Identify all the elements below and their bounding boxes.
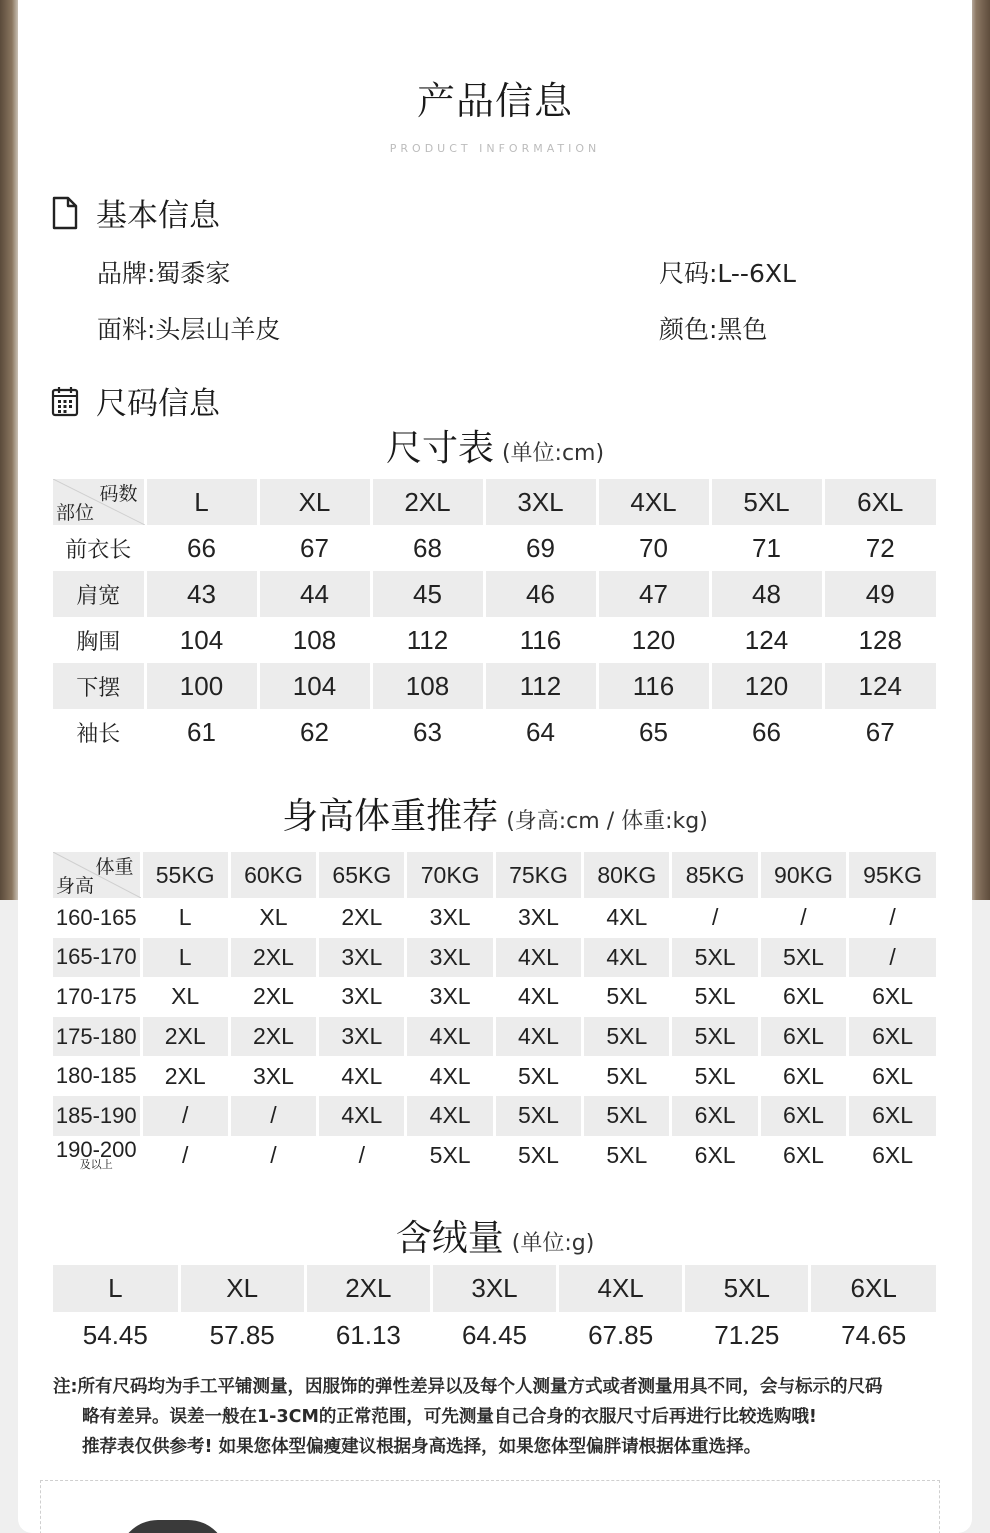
recommended-size-cell: 6XL bbox=[848, 1136, 936, 1176]
height-row-label bbox=[53, 1056, 141, 1096]
recommended-size-cell: 6XL bbox=[848, 1017, 936, 1057]
down-column-header: 5XL bbox=[684, 1265, 810, 1312]
recommended-size-cell: 5XL bbox=[671, 1017, 759, 1057]
recommended-size-cell: 2XL bbox=[229, 1017, 317, 1057]
weight-column-header: 85KG bbox=[671, 852, 759, 898]
recommended-size-cell: 5XL bbox=[759, 938, 847, 978]
corner-top-label: 码数 bbox=[99, 484, 138, 505]
recommended-size-cell: 3XL bbox=[318, 977, 406, 1017]
recommended-size-cell: 5XL bbox=[406, 1136, 494, 1176]
recommended-size-cell: 4XL bbox=[406, 1056, 494, 1096]
size-cell: 128 bbox=[823, 617, 936, 663]
down-fill-cell: 74.65 bbox=[810, 1312, 936, 1359]
note-line-1: 注:所有尺码均为手工平铺测量，因服饰的弹性差异以及每个人测量方式或者测量用具不同，会与标示的尺码 bbox=[53, 1377, 883, 1397]
recommend-table-row bbox=[53, 977, 936, 1017]
size-row-label: 胸围 bbox=[53, 617, 145, 663]
size-cell: 49 bbox=[823, 571, 936, 617]
size-cell: 66 bbox=[710, 709, 823, 755]
size-cell: 108 bbox=[371, 663, 484, 709]
recommended-size-cell: 4XL bbox=[583, 938, 671, 978]
down-column-header: 2XL bbox=[305, 1265, 431, 1312]
recommended-size-cell: 5XL bbox=[671, 977, 759, 1017]
recommend-table-unit: (身高:cm / 体重:kg) bbox=[506, 809, 708, 834]
size-cell: 71 bbox=[710, 525, 823, 571]
size-cell: 64 bbox=[484, 709, 597, 755]
size-cell: 72 bbox=[823, 525, 936, 571]
size-cell: 112 bbox=[371, 617, 484, 663]
size-table-title-text: 尺寸表 bbox=[385, 428, 494, 469]
recommended-size-cell: 2XL bbox=[229, 977, 317, 1017]
size-table-row bbox=[53, 709, 936, 755]
recommended-size-cell: 5XL bbox=[583, 1096, 671, 1136]
size-cell: 116 bbox=[484, 617, 597, 663]
height-range-text: 175-180 bbox=[55, 1023, 137, 1049]
recommended-size-cell: 6XL bbox=[848, 1056, 936, 1096]
recommended-size-cell: 3XL bbox=[318, 1017, 406, 1057]
size-cell: 46 bbox=[484, 571, 597, 617]
size-cell: 43 bbox=[145, 571, 258, 617]
recommended-size-cell: 4XL bbox=[583, 898, 671, 938]
recommended-size-cell: 6XL bbox=[759, 977, 847, 1017]
recommended-size-cell: XL bbox=[141, 977, 229, 1017]
recommend-table-row bbox=[53, 1017, 936, 1057]
recommend-table-title bbox=[0, 788, 990, 839]
height-range-text: 180-185 bbox=[55, 1063, 137, 1089]
recommended-size-cell: 3XL bbox=[406, 898, 494, 938]
size-cell: 120 bbox=[597, 617, 710, 663]
size-cell: 124 bbox=[710, 617, 823, 663]
recommended-size-cell: 2XL bbox=[141, 1056, 229, 1096]
down-column-header: 4XL bbox=[558, 1265, 684, 1312]
page-subtitle: PRODUCT INFORMATION bbox=[389, 142, 601, 155]
down-table-title bbox=[0, 1210, 990, 1261]
recommend-table bbox=[53, 852, 936, 1175]
size-cell: 112 bbox=[484, 663, 597, 709]
size-cell: 124 bbox=[823, 663, 936, 709]
size-table-row bbox=[53, 525, 936, 571]
size-cell: 108 bbox=[258, 617, 371, 663]
recommended-size-cell: / bbox=[848, 938, 936, 978]
height-row-label bbox=[53, 1017, 141, 1057]
size-column-header: 3XL bbox=[484, 479, 597, 525]
size-column-header: 2XL bbox=[371, 479, 484, 525]
down-column-header: 3XL bbox=[431, 1265, 557, 1312]
down-table-value-row bbox=[53, 1312, 936, 1359]
size-table-row bbox=[53, 571, 936, 617]
size-cell: 47 bbox=[597, 571, 710, 617]
size-cell: 104 bbox=[145, 617, 258, 663]
height-range-text: 165-170 bbox=[55, 944, 137, 970]
down-fill-table bbox=[53, 1265, 936, 1359]
color-text: 颜色:黑色 bbox=[659, 315, 768, 344]
size-column-header: L bbox=[145, 479, 258, 525]
recommend-table-row bbox=[53, 1136, 936, 1176]
size-info-heading bbox=[50, 378, 220, 423]
size-cell: 100 bbox=[145, 663, 258, 709]
size-cell: 68 bbox=[371, 525, 484, 571]
size-row-label: 下摆 bbox=[53, 663, 145, 709]
weight-column-header: 75KG bbox=[494, 852, 582, 898]
recommended-size-cell: / bbox=[141, 1096, 229, 1136]
recommended-size-cell: 5XL bbox=[583, 1056, 671, 1096]
recommended-size-cell: / bbox=[229, 1136, 317, 1176]
height-range-text: 190-200 bbox=[55, 1137, 137, 1163]
size-cell: 67 bbox=[823, 709, 936, 755]
recommended-size-cell: 2XL bbox=[229, 938, 317, 978]
recommended-size-cell: 4XL bbox=[406, 1017, 494, 1057]
recommended-size-cell: 5XL bbox=[583, 977, 671, 1017]
size-row-label: 肩宽 bbox=[53, 571, 145, 617]
recommended-size-cell: 6XL bbox=[671, 1136, 759, 1176]
size-cell: 69 bbox=[484, 525, 597, 571]
height-range-sublabel: 及以上 bbox=[79, 1159, 113, 1172]
size-table-corner bbox=[53, 479, 145, 525]
down-table-unit: (单位:g) bbox=[511, 1231, 595, 1256]
recommended-size-cell: 4XL bbox=[494, 1017, 582, 1057]
recommended-size-cell: 6XL bbox=[759, 1136, 847, 1176]
height-range-text: 185-190 bbox=[55, 1102, 137, 1128]
down-column-header: 6XL bbox=[810, 1265, 936, 1312]
size-table-unit: (单位:cm) bbox=[501, 441, 605, 466]
size-column-header: XL bbox=[258, 479, 371, 525]
height-row-label bbox=[53, 1096, 141, 1136]
recommended-size-cell: / bbox=[318, 1136, 406, 1176]
down-fill-cell: 57.85 bbox=[179, 1312, 305, 1359]
recommended-size-cell: 5XL bbox=[671, 938, 759, 978]
recommended-size-cell: 3XL bbox=[229, 1056, 317, 1096]
size-column-header: 4XL bbox=[597, 479, 710, 525]
recommended-size-cell: 6XL bbox=[759, 1096, 847, 1136]
height-range-text: 170-175 bbox=[55, 983, 137, 1009]
down-fill-cell: 61.13 bbox=[305, 1312, 431, 1359]
size-row-label: 前衣长 bbox=[53, 525, 145, 571]
recommended-size-cell: 4XL bbox=[318, 1096, 406, 1136]
size-cell: 67 bbox=[258, 525, 371, 571]
recommend-table-row bbox=[53, 1096, 936, 1136]
size-cell: 44 bbox=[258, 571, 371, 617]
recommended-size-cell: 3XL bbox=[318, 938, 406, 978]
recommended-size-cell: 6XL bbox=[671, 1096, 759, 1136]
height-range-text: 160-165 bbox=[55, 904, 137, 930]
recommended-size-cell: 3XL bbox=[406, 977, 494, 1017]
size-cell: 61 bbox=[145, 709, 258, 755]
recommended-size-cell: / bbox=[229, 1096, 317, 1136]
recommended-size-cell: L bbox=[141, 898, 229, 938]
recommend-table-title-text: 身高体重推荐 bbox=[282, 796, 499, 837]
recommended-size-cell: / bbox=[848, 898, 936, 938]
recommended-size-cell: 4XL bbox=[318, 1056, 406, 1096]
recommend-table-corner bbox=[53, 852, 141, 898]
recommended-size-cell: 6XL bbox=[759, 1056, 847, 1096]
size-cell: 70 bbox=[597, 525, 710, 571]
size-column-header: 6XL bbox=[823, 479, 936, 525]
size-cell: 116 bbox=[597, 663, 710, 709]
size-cell: 66 bbox=[145, 525, 258, 571]
size-range-text: 尺码:L--6XL bbox=[659, 259, 796, 288]
weight-column-header: 60KG bbox=[229, 852, 317, 898]
size-cell: 104 bbox=[258, 663, 371, 709]
weight-column-header: 65KG bbox=[318, 852, 406, 898]
recommended-size-cell: 5XL bbox=[583, 1136, 671, 1176]
size-table bbox=[53, 479, 936, 755]
down-fill-cell: 67.85 bbox=[558, 1312, 684, 1359]
weight-column-header: 70KG bbox=[406, 852, 494, 898]
recommended-size-cell: 3XL bbox=[494, 898, 582, 938]
recommended-size-cell: / bbox=[671, 898, 759, 938]
height-row-label bbox=[53, 938, 141, 978]
document-icon bbox=[50, 196, 80, 230]
down-table-header-row bbox=[53, 1265, 936, 1312]
brand-text: 品牌:蜀黍家 bbox=[97, 259, 231, 288]
recommended-size-cell: 4XL bbox=[494, 938, 582, 978]
down-column-header: XL bbox=[179, 1265, 305, 1312]
recommended-size-cell: 6XL bbox=[759, 1017, 847, 1057]
weight-column-header: 55KG bbox=[141, 852, 229, 898]
weight-column-header: 90KG bbox=[759, 852, 847, 898]
recommended-size-cell: 3XL bbox=[406, 938, 494, 978]
corner-top-label: 体重 bbox=[95, 857, 134, 878]
recommended-size-cell: 2XL bbox=[141, 1017, 229, 1057]
size-cell: 48 bbox=[710, 571, 823, 617]
recommend-table-header-row bbox=[53, 852, 936, 898]
size-table-title bbox=[0, 420, 990, 471]
recommended-size-cell: 4XL bbox=[494, 977, 582, 1017]
size-info-label: 尺码信息 bbox=[96, 386, 220, 422]
down-fill-cell: 64.45 bbox=[431, 1312, 557, 1359]
weight-column-header: 95KG bbox=[848, 852, 936, 898]
size-table-row bbox=[53, 617, 936, 663]
recommended-size-cell: 5XL bbox=[671, 1056, 759, 1096]
recommended-size-cell: 5XL bbox=[583, 1017, 671, 1057]
recommend-table-row bbox=[53, 1056, 936, 1096]
page-title: 产品信息 bbox=[416, 79, 573, 123]
recommended-size-cell: 5XL bbox=[494, 1096, 582, 1136]
recommended-size-cell: 6XL bbox=[848, 1096, 936, 1136]
size-column-header: 5XL bbox=[710, 479, 823, 525]
basic-info-heading bbox=[50, 190, 220, 235]
recommended-size-cell: XL bbox=[229, 898, 317, 938]
size-cell: 65 bbox=[597, 709, 710, 755]
recommend-table-row bbox=[53, 938, 936, 978]
material-text: 面料:头层山羊皮 bbox=[97, 315, 281, 344]
size-cell: 45 bbox=[371, 571, 484, 617]
recommended-size-cell: 5XL bbox=[494, 1136, 582, 1176]
recommended-size-cell: 5XL bbox=[494, 1056, 582, 1096]
height-row-label bbox=[53, 977, 141, 1017]
size-table-row bbox=[53, 663, 936, 709]
height-row-label bbox=[53, 898, 141, 938]
height-row-label bbox=[53, 1136, 141, 1176]
recommend-table-row bbox=[53, 898, 936, 938]
size-cell: 120 bbox=[710, 663, 823, 709]
recommended-size-cell: / bbox=[759, 898, 847, 938]
down-fill-cell: 71.25 bbox=[684, 1312, 810, 1359]
note-line-2: 略有差异。误差一般在1-3CM的正常范围，可先测量自己合身的衣服尺寸后再进行比较选购哦! bbox=[82, 1407, 817, 1427]
down-table-title-text: 含绒量 bbox=[395, 1218, 504, 1259]
size-row-label: 袖长 bbox=[53, 709, 145, 755]
corner-bottom-label: 部位 bbox=[56, 503, 95, 524]
down-column-header: L bbox=[53, 1265, 179, 1312]
corner-bottom-label: 身高 bbox=[56, 876, 95, 897]
size-table-header-row bbox=[53, 479, 936, 525]
note-line-3: 推荐表仅供参考! 如果您体型偏瘦建议根据身高选择，如果您体型偏胖请根据体重选择。 bbox=[82, 1437, 762, 1457]
recommended-size-cell: 4XL bbox=[406, 1096, 494, 1136]
recommended-size-cell: 6XL bbox=[848, 977, 936, 1017]
size-cell: 62 bbox=[258, 709, 371, 755]
size-cell: 63 bbox=[371, 709, 484, 755]
calendar-icon bbox=[50, 384, 80, 418]
recommended-size-cell: L bbox=[141, 938, 229, 978]
recommended-size-cell: 2XL bbox=[318, 898, 406, 938]
recommended-size-cell: / bbox=[141, 1136, 229, 1176]
weight-column-header: 80KG bbox=[583, 852, 671, 898]
measurement-note bbox=[53, 1372, 953, 1462]
down-fill-cell: 54.45 bbox=[53, 1312, 179, 1359]
basic-info-label: 基本信息 bbox=[96, 198, 220, 234]
